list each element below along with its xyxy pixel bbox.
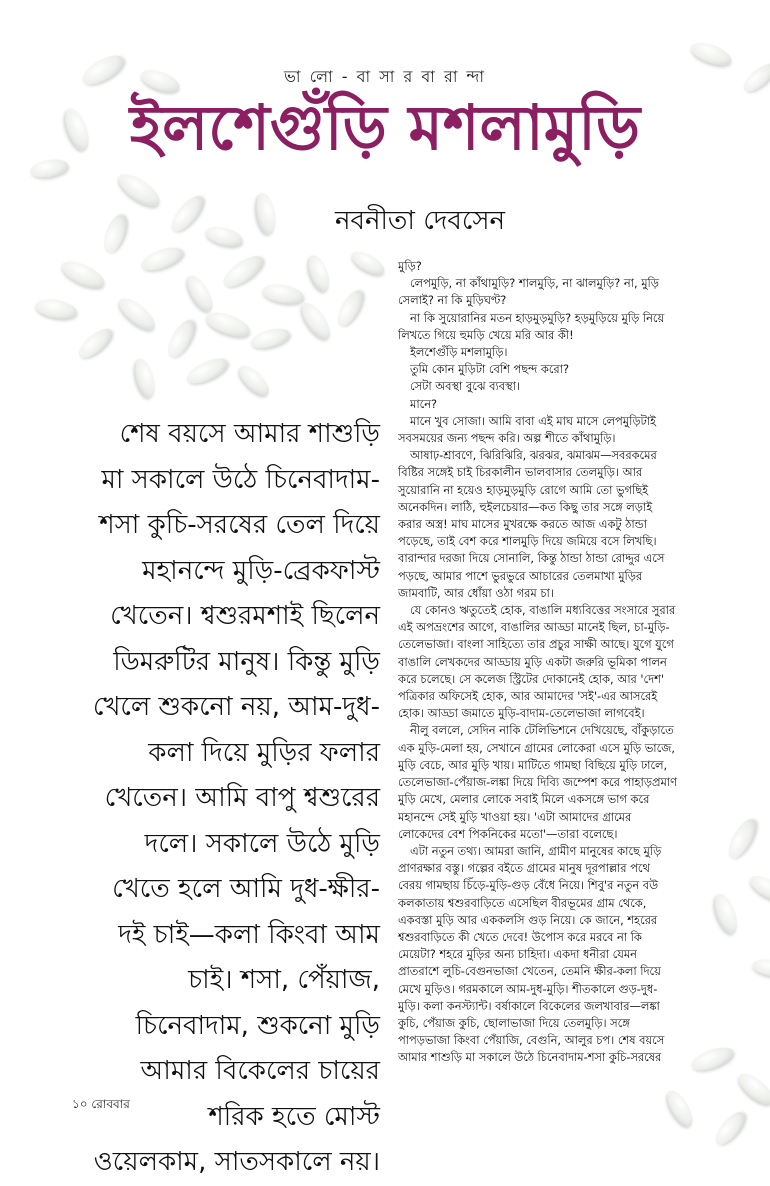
article-body	[398, 258, 690, 1067]
rice-grain	[219, 251, 268, 293]
pull-quote-line: ডিমরুটির মানুষ। কিন্তু মুড়ি	[113, 646, 380, 677]
body-line: এক মুড়ি-মেলা হয়, সেখানে গ্রামের লোকেরা এসে মুড়ি ভাজে,	[398, 740, 675, 755]
rice-grain	[163, 316, 200, 361]
pull-quote-line: খেলে শুকনো নয়, আম-দুধ-	[92, 692, 380, 722]
body-line: তুমি কোন মুড়িটা বেশি পছন্দ করো?	[410, 362, 570, 377]
body-line: করার অস্ত্র! মাঘ মাসের মুখরক্ষে করতে আজ একটু ঠান্ডা	[398, 517, 648, 532]
rice-grain	[74, 324, 116, 363]
rice-grain	[114, 293, 159, 335]
body-line: অনেকদিন। লাঠি, হুইলচেয়ার—কত কিছু তার সঙ্গে লড়াই	[398, 499, 653, 514]
body-line: মেখে মুড়িও। গরমকালে আম-দুধ-মুড়ি। শীতকালে গুড়-দুধ-	[398, 981, 658, 996]
rice-grain	[235, 361, 274, 400]
pull-quote-line: শেষ বয়সে আমার শাশুড়ি	[119, 419, 380, 449]
body-line: আমার শাশুড়ি মা সকালে উঠে চিনেবাদাম-শসা কুচি-সরষের	[398, 1050, 662, 1065]
body-line: শ্বশুরবাড়িতে কী খেতে দেবে! উপোস করে মরবে না কি	[398, 929, 642, 944]
body-line: মহানন্দে সেই মুড়ি খাওয়া হয়। 'এটা আমাদের গ্রামের	[398, 809, 632, 824]
body-line: প্রাণরক্ষার বস্তু। গল্পের বইতে গ্রামের মানুষ দূরপাল্লার পথে	[398, 861, 650, 876]
body-line: প্রাতরাশে লুচি-বেগুনভাজা খেতেন, তেমনি ক্ষীর-কলা দিয়ে	[398, 964, 661, 979]
pull-quote-line: ওয়েলকাম, সাতসকালে নয়।	[93, 1147, 380, 1177]
pull-quote-line: দলে। সকালে উঠে মুড়ি	[144, 828, 380, 859]
body-line: এই অপভ্রংশের আগে, বাঙালির আড্ডা মানেই ছিল, চা-মুড়ি-	[398, 620, 670, 635]
body-line: লিখতে গিয়ে হুমড়ি খেয়ে মরি আর কী!	[398, 327, 574, 342]
body-line: পত্রিকার অফিসেই হোক, আর আমাদের 'সই'-এর আসরেই	[398, 689, 658, 704]
rice-grain	[203, 308, 253, 342]
pull-quote-line: চাই। শসা, পেঁয়াজ,	[188, 965, 380, 995]
pull-quote-line: মহানন্দে মুড়ি-ব্রেকফাস্ট	[142, 555, 380, 586]
body-line: মেয়েটা? শহরে মুড়ির অন্য চাহিদা। একদা ধনীরা যেমন	[398, 947, 637, 962]
rice-grain	[34, 296, 78, 321]
body-line: মানে খুব সোজা। আমি বাবা এই মাঘ মাসে লেপমুড়িটাই	[410, 413, 656, 428]
pull-quote-line: শরিক হতে মোস্ট	[208, 1101, 380, 1132]
pull-quote-line: খেতেন। শ্বশুরমশাই ছিলেন	[110, 601, 380, 631]
body-line: লেপমুড়ি, না কাঁথামুড়ি? শালমুড়ি, না ঝালমুড়ি? না, মুড়ি	[410, 276, 659, 291]
pull-quote-line: দই চাই—কলা কিংবা আম	[118, 919, 380, 950]
rice-grain	[710, 891, 741, 937]
body-line: বাঙালি লেখকদের আড্ডায় মুড়ি একটা জরুরি ভূমিকা পালন	[398, 654, 667, 669]
body-line: করে চলেছে। সে কলেজ স্ট্রিটের দোকানেই হোক, আর 'দেশ'	[398, 671, 664, 686]
rice-grain	[132, 357, 159, 400]
body-line: পড়ছে, আমার পাশে ভুরভুরে আচারের তেলমাখা মুড়ির	[398, 568, 643, 583]
body-line: পাপড়ভাজা কিংবা পেঁয়াজি, বেগুনি, আলুর চপ। শেষ বয়সে	[398, 1033, 665, 1048]
body-line: মুড়ি। কলা কনস্ট্যান্ট। বর্ষাকালে বিকেলের জলখাবার—লঙ্কা	[398, 998, 660, 1013]
rice-grain	[183, 272, 218, 315]
body-line: বারান্দার দরজা দিয়ে সোনালি, কিন্তু ঠান্ডা ঠান্ডা রোদ্দুর এসে	[398, 551, 665, 566]
body-line: মুড়ি?	[398, 259, 422, 273]
pull-quote-line: খেতেন। আমি বাপু শ্বশুরের	[104, 783, 380, 813]
rice-grain	[663, 1087, 698, 1130]
article-title: ইলশেগুঁড়ি মশলামুড়ি	[129, 91, 641, 164]
rice-grain	[711, 1108, 750, 1150]
body-line: তেলেভাজা-পেঁয়াজ-লঙ্কা দিয়ে দিব্যি জম্পেশ করে পাহাড়প্রমাণ	[398, 775, 677, 790]
body-line: একবস্তা মুড়ি আর এককলসি গুড় নিয়ে। কে জানে, শহরের	[398, 912, 658, 927]
body-line: সেলাই? না কি মুড়িঘণ্ট?	[398, 293, 507, 308]
pull-quote-line: মা সকালে উঠে চিনেবাদাম-	[101, 464, 380, 495]
body-line: লোকেদের বেশ পিকনিকের মতো'—তারা বলেছে।	[398, 826, 618, 841]
rice-grain	[333, 287, 368, 330]
pull-quote-line: খেতে হলে আমি দুধ-ক্ষীর-	[112, 874, 380, 904]
rice-grain	[248, 325, 291, 352]
rice-grain	[746, 871, 770, 906]
rice-grain	[58, 256, 108, 293]
body-line: সুয়োরানি না হয়েও হাড়মুড়মুড়ি রোগে আমি তো ভুগছিই	[398, 482, 649, 497]
rice-grain	[723, 815, 761, 862]
rice-grain	[348, 247, 387, 279]
rice-grain	[305, 253, 334, 295]
body-line: হোক। আড্ডা জমাতে মুড়ি-বাদাম-তেলেভাজা লাগবেই।	[398, 706, 645, 721]
pull-quote	[60, 412, 380, 1186]
body-line: কলকাতায় শ্বশুরবাড়িতে এসেছিল বীরভূমের গ্রাম থেকে,	[398, 895, 647, 910]
body-line: আষাঢ়-শ্রাবণে, ঝিরিঝিরি, ঝরঝর, ঝমাঝম—সবরকমের	[410, 448, 657, 463]
body-line: তেলেভাজা। বাংলা সাহিত্যে তার প্রচুর সাক্ষী আছে। যুগে যুগে	[398, 637, 674, 652]
section-name: রোববার	[91, 1097, 130, 1111]
body-line: ইলশেগুঁড়ি মশলামুড়ি।	[410, 345, 508, 360]
pull-quote-line: কলা দিয়ে মুড়ির ফলার	[148, 737, 380, 768]
body-line: মুড়ি বেচে, আর মুড়ি খায়। মাটিতে গামছা বিছিয়ে মুড়ি ঢালে,	[398, 757, 668, 772]
body-line: মুড়ি মেখে, মেলার লোকে সবাই মিলে একসঙ্গে ভাগ করে	[398, 792, 650, 807]
body-line: সবসময়ের জন্য পছন্দ করি। অল্প শীতে কাঁথামুড়ি।	[398, 431, 616, 446]
pull-quote-line: আমার বিকেলের চায়ের	[140, 1056, 380, 1086]
pull-quote-line: শসা কুচি-সরষের তেল দিয়ে	[99, 510, 380, 540]
column-kicker: ভা লো - বা সা র বা রা ন্দা	[283, 67, 487, 86]
body-line: নীলু বললে, সেদিন নাকি টেলিভিশনে দেখিয়েছে, বাঁকুড়াতে	[410, 723, 674, 738]
page-number: ১০	[72, 1097, 88, 1111]
author-name: নবনীতা দেবসেন	[334, 206, 506, 236]
rice-grain	[688, 1043, 736, 1075]
rice-grain	[261, 281, 305, 306]
body-line: এটা নতুন তথ্য। আমরা জানি, গ্রামীণ মানুষের কাছে মুড়ি	[410, 843, 662, 858]
rice-grain	[138, 243, 186, 275]
rice-grain	[734, 1069, 770, 1110]
rice-grain	[297, 299, 336, 344]
body-line: মানে?	[410, 396, 438, 411]
rice-grain	[183, 354, 230, 389]
body-line: পড়েছে, তাই বেশ করে শালমুড়ি দিয়ে জমিয়ে বসে লিখছি।	[398, 534, 657, 549]
body-line: কুচি, পেঁয়াজ কুচি, ছোলাভাজা দিয়ে তেলমুড়ি। সঙ্গে	[398, 1015, 630, 1030]
body-line: জামবাটি, আর ধোঁয়া ওঠা গরম চা।	[398, 585, 554, 600]
body-line: সেটা অবস্থা বুঝে ব্যবস্থা।	[410, 379, 521, 394]
body-line: বিষ্টির সঙ্গেই চাই চিরকালীন ভালবাসার তেলমুড়ি। আর	[398, 465, 643, 480]
body-line: যে কোনও ঋতুতেই হোক, বাঙালি মধ্যবিত্তের সংসারে সুরার	[410, 603, 676, 618]
rice-grain	[751, 957, 770, 979]
page-footer	[72, 1096, 130, 1116]
body-line: না কি সুয়োরানির মতন হাড়মুড়মুড়ি? হড়মুড়িয়ে মুড়ি নিয়ে	[410, 310, 665, 325]
body-line: বেরয় গামছায় চিঁড়ে-মুড়ি-গুড় বেঁধে নিয়ে। শিবু'র নতুন বউ	[398, 878, 659, 893]
pull-quote-line: চিনেবাদাম, শুকনো মুড়ি	[135, 1010, 380, 1041]
